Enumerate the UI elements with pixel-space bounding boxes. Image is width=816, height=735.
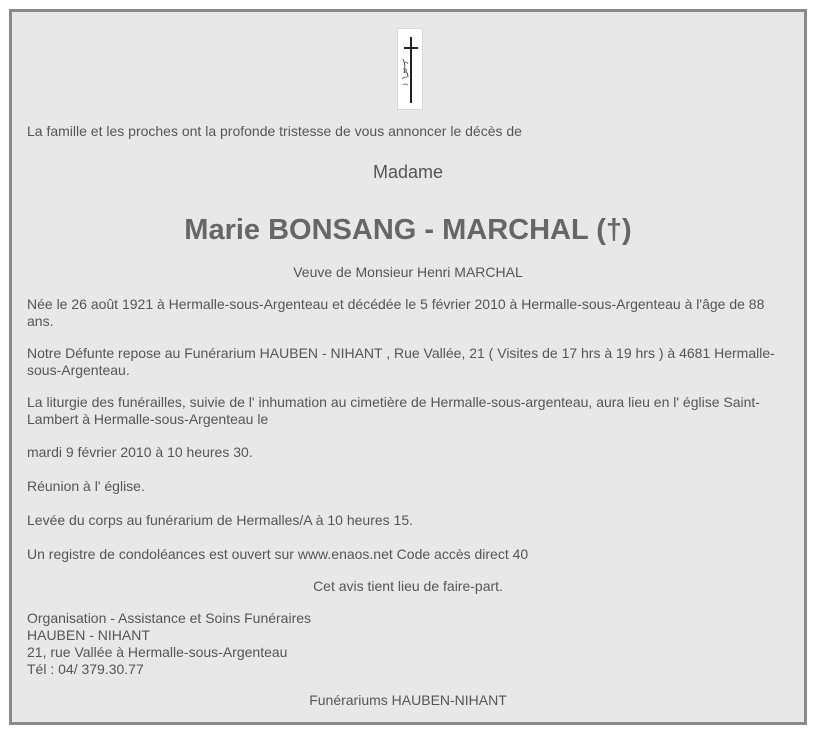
birth-death-text: Née le 26 août 1921 à Hermalle-sous-Argenteau et décédée le 5 février 2010 à Hermalle-sous-Argenteau à l'âge de 88 ans. xyxy=(27,296,765,329)
liturgy-text: La liturgie des funérailles, suivie de l' inhumation au cimetière de Hermalle-sous-argenteau, aura lieu en l' église Saint-Lambert à Hermalle-sous-Argenteau le xyxy=(27,394,760,427)
obituary-card xyxy=(9,9,807,725)
condolences-text xyxy=(27,546,789,563)
body-lifting-text: Levée du corps au funérarium de Hermalles/A à 10 heures 15. xyxy=(27,512,414,528)
intro-text: La famille et les proches ont la profonde tristesse de vous annoncer le décès de xyxy=(27,123,522,139)
deceased-name: Marie BONSANG - MARCHAL (†) xyxy=(184,214,632,246)
organisation-line1: Organisation - Assistance et Soins Funéraires xyxy=(27,610,312,626)
organisation-line3: 21, rue Vallée à Hermalle-sous-Argenteau xyxy=(27,644,288,660)
cross-emblem-icon xyxy=(397,28,423,110)
organisation-line2: HAUBEN - NIHANT xyxy=(27,627,150,643)
condolences-link[interactable]: www.enaos.net xyxy=(297,546,393,562)
meeting-text: Réunion à l' église. xyxy=(27,478,145,494)
notice-text: Cet avis tient lieu de faire-part. xyxy=(313,578,503,594)
condolences-suffix: Code accès direct 40 xyxy=(396,546,529,562)
honorific: Madame xyxy=(372,162,444,182)
condolences-prefix: Un registre de condoléances est ouvert sur xyxy=(27,546,294,562)
footer-text: Funérariums HAUBEN-NIHANT xyxy=(309,692,507,708)
repose-text: Notre Défunte repose au Funérarium HAUBEN - NIHANT , Rue Vallée, 21 ( Visites de 17 hrs à 19 hrs ) à 4681 Hermalle-sous-Argenteau. xyxy=(27,345,775,378)
organisation-line4: Tél : 04/ 379.30.77 xyxy=(27,661,144,677)
widow-of: Veuve de Monsieur Henri MARCHAL xyxy=(293,264,523,280)
ceremony-datetime: mardi 9 février 2010 à 10 heures 30. xyxy=(27,444,253,460)
